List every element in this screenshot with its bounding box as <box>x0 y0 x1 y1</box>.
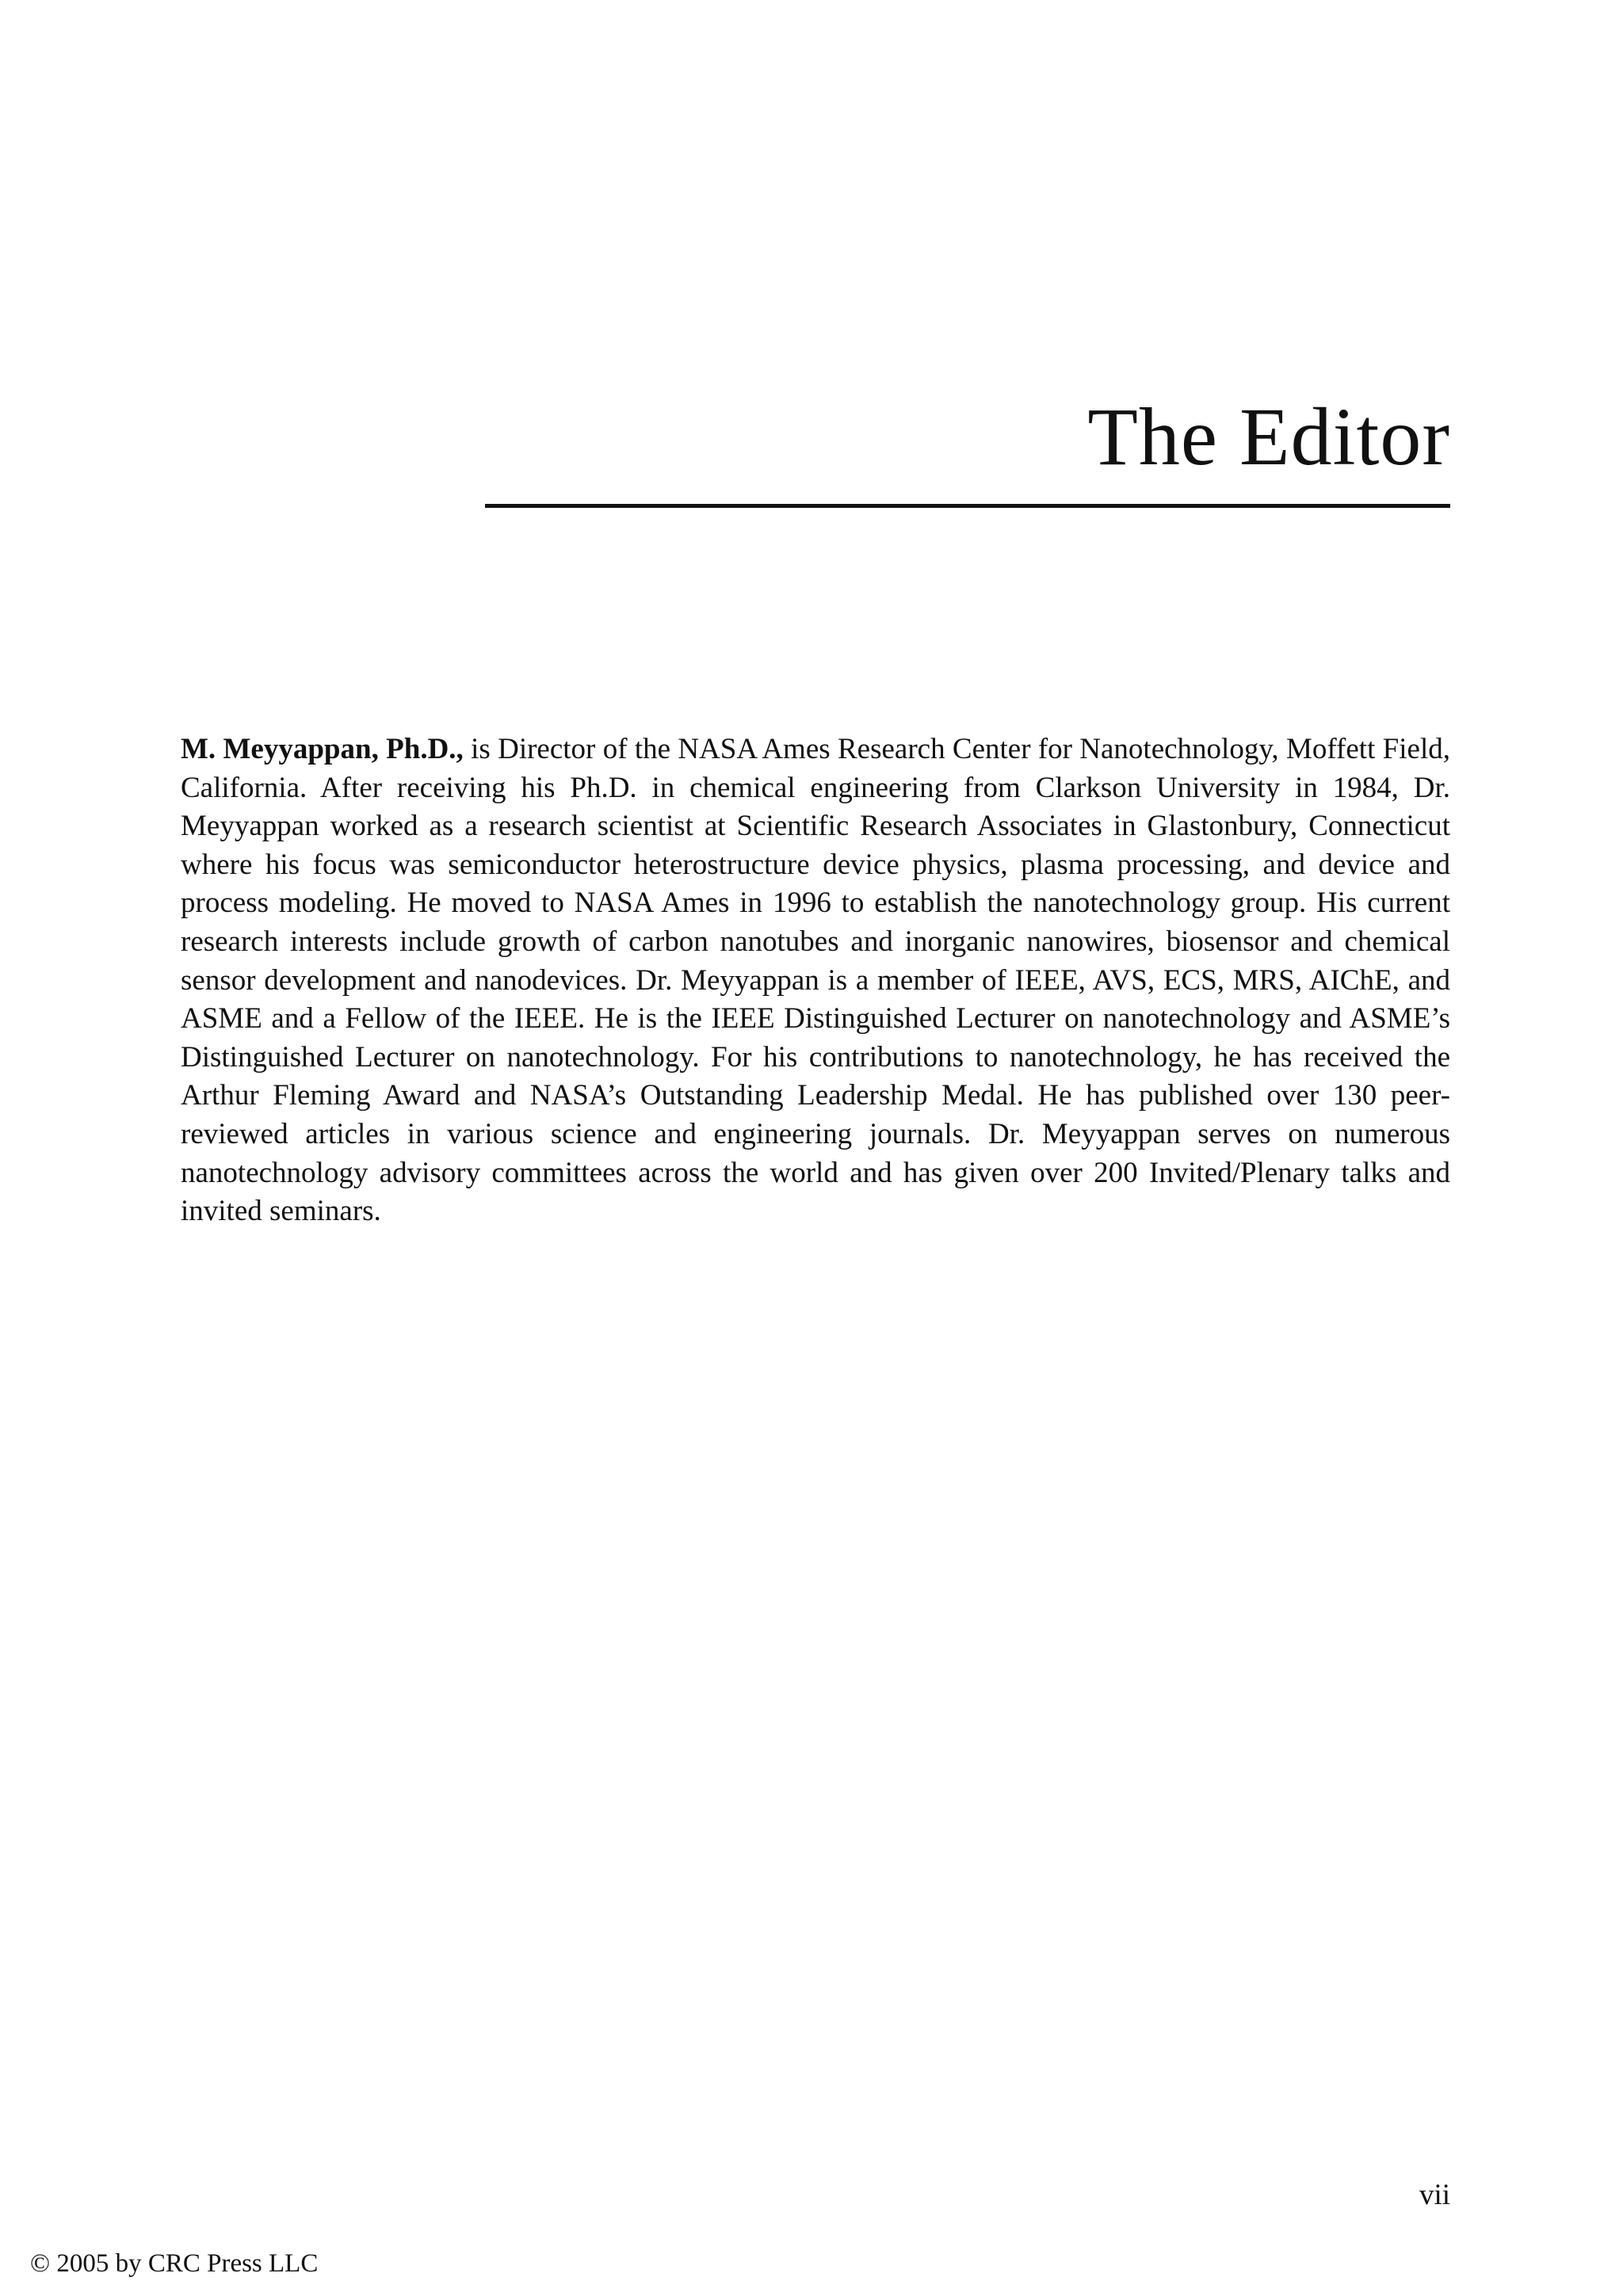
title-rule <box>485 504 1450 508</box>
page-title: The Editor <box>1087 391 1450 482</box>
editor-biography <box>181 730 1450 1231</box>
biography-text: is Director of the NASA Ames Research Center for Nanotechnology, Moffett Field, California. After receiving his Ph.D. in chemical engineering from Clarkson University in 1984, Dr. Meyyappan worked as a research scientist at Scientific Research Associates in Glastonbury, Connecticut where his focus was semiconductor heterostructure device physics, plasma processing, and device and process modeling. He moved to NASA Ames in 1996 to establish the nanotechnology group. His current research interests include growth of carbon nanotubes and inorganic nanowires, biosensor and chemical sensor development and nanodevices. Dr. Meyyappan is a member of IEEE, AVS, ECS, MRS, AIChE, and ASME and a Fellow of the IEEE. He is the IEEE Distinguished Lecturer on nanotechnology and ASME’s Distinguished Lecturer on nanotechnology. For his contributions to nanotechnology, he has received the Arthur Fleming Award and NASA’s Outstanding Leadership Medal. He has published over 130 peer-reviewed articles in various science and engineering journals. Dr. Meyyappan serves on numerous nanotechnology advisory committees across the world and has given over 200 Invited/Plenary talks and invited seminars. <box>181 733 1450 1228</box>
page-number: vii <box>1419 2179 1450 2211</box>
copyright-notice: © 2005 by CRC Press LLC <box>30 2249 319 2278</box>
editor-name: M. Meyyappan, Ph.D., <box>181 733 464 765</box>
